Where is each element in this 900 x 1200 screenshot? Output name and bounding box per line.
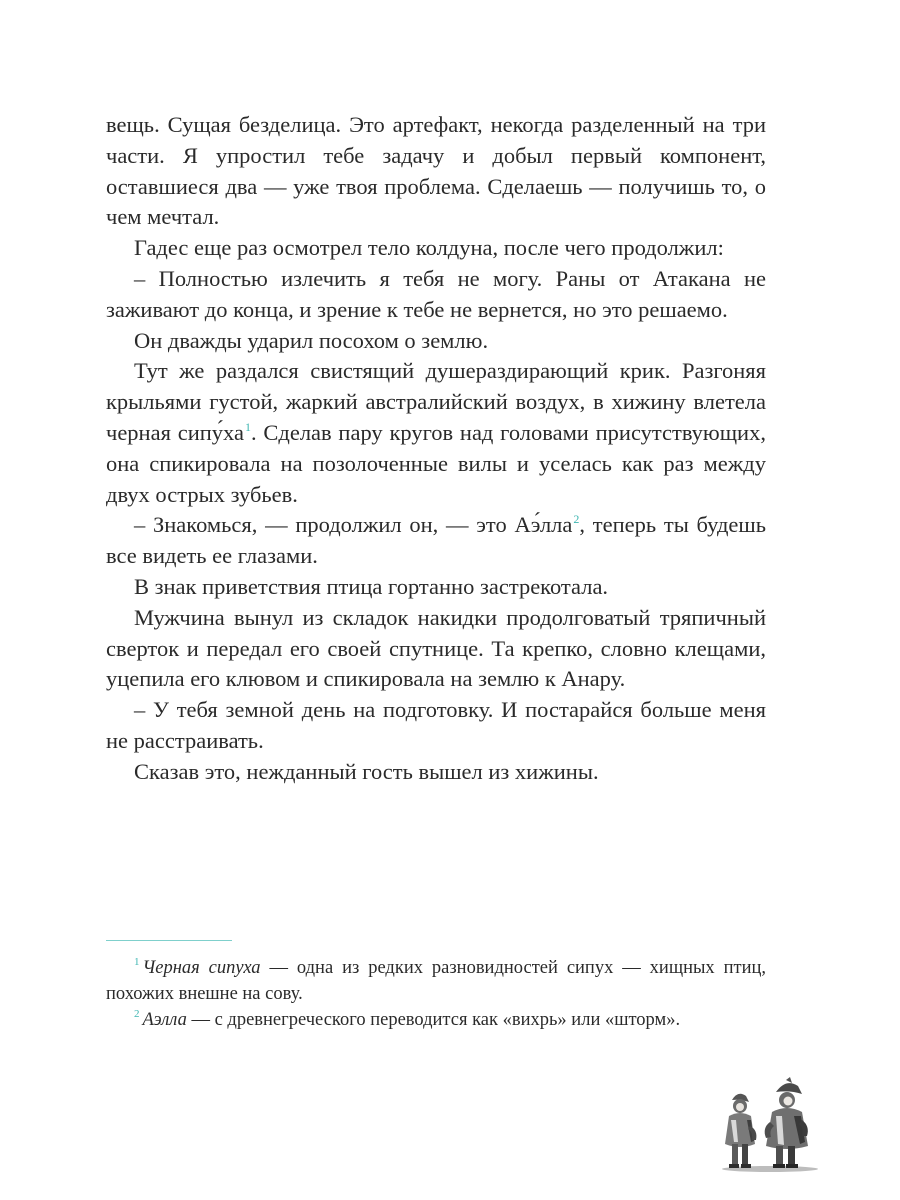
footnote-term: Черная сипуха: [142, 958, 261, 978]
right-figure: [765, 1077, 808, 1168]
paragraph: – Полностью излечить я тебя не могу. Раны от Атакана не заживают до конца, и зрение к тебе не вернется, но это решаемо.: [106, 265, 766, 322]
footnote-marker[interactable]: 2: [573, 512, 580, 527]
footnote-divider: [106, 940, 232, 941]
paragraph-text: . Сделав пару кругов над головами присутствующих, она спикировала на позолоченные вилы и уселась как раз между двух острых зубьев.: [106, 419, 766, 507]
footnote-number: 2: [134, 1008, 140, 1020]
footnote-text: — одна из редких разновидностей сипух — хищных птиц, похожих внешне на сову.: [106, 958, 766, 1004]
paragraph: Гадес еще раз осмотрел тело колдуна, после чего продолжил:: [134, 235, 724, 261]
paragraph: Мужчина вынул из складок накидки продолговатый тряпичный сверток и передал его своей спутнице. Та крепко, словно клещами, уцепила его клювом и спикировала на землю к Анару.: [106, 604, 766, 692]
footnote-marker[interactable]: 1: [244, 419, 251, 434]
footnotes: [106, 955, 766, 1033]
footnote-text: — с древнегреческого переводится как «вихрь» или «шторм».: [186, 1010, 681, 1030]
paragraph-text: , теперь ты будешь все видеть ее глазами.: [106, 512, 766, 569]
paragraph: вещь. Сущая безделица. Это артефакт, некогда разделенный на три части. Я упростил тебе задачу и добыл первый компонент, оставшиеся два — уже твоя проблема. Сделаешь — получишь то, о чем мечтал.: [106, 112, 766, 230]
paragraph: – У тебя земной день на подготовку. И постарайся больше меня не расстраивать.: [106, 697, 766, 753]
paragraph: [106, 510, 766, 572]
paragraph: [106, 356, 766, 510]
paragraph-text: Тут же раздался свистящий душераздирающий крик. Разгоняя крыльями густой, жаркий австралийский воздух, в хижину влетела черная сипу́ха: [106, 358, 766, 445]
paragraph-text: – Знакомься, — продолжил он, — это Аэ́лла: [134, 512, 573, 538]
footnote-term: Аэлла: [142, 1010, 187, 1030]
footnote: [106, 955, 766, 1007]
paragraph: Сказав это, нежданный гость вышел из хижины.: [134, 758, 599, 784]
walking-figures-illustration: [720, 1076, 820, 1174]
paragraph: Он дважды ударил посохом о землю.: [134, 327, 489, 353]
footnote: [106, 1007, 766, 1033]
left-figure: [725, 1094, 756, 1168]
footnote-number: 1: [134, 956, 140, 968]
main-text: [106, 110, 766, 788]
paragraph: В знак приветствия птица гортанно застрекотала.: [134, 573, 609, 599]
